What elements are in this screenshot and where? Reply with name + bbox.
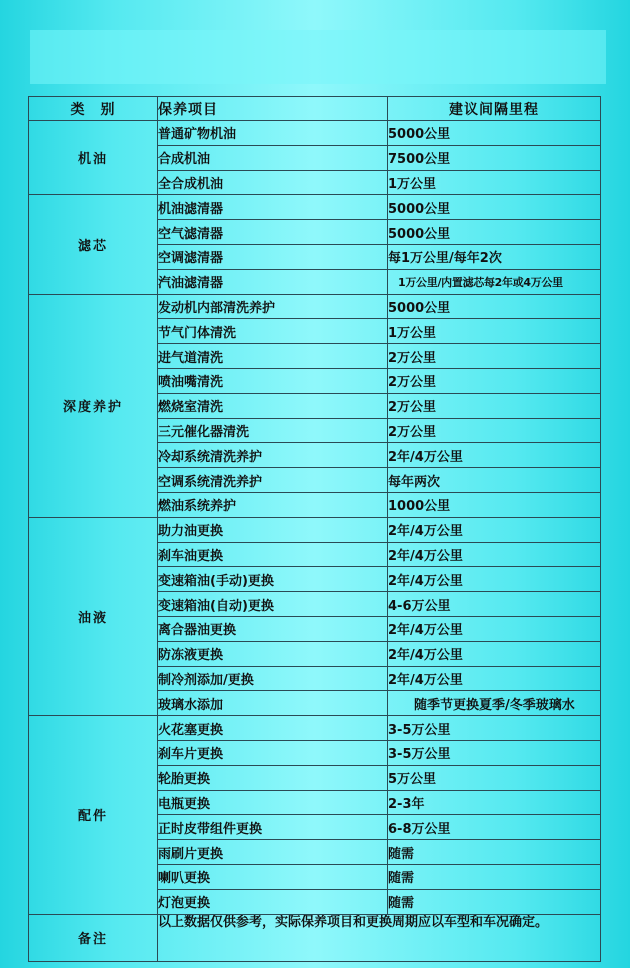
interval-cell: 1万公里 (388, 170, 601, 195)
item-cell: 刹车油更换 (158, 542, 388, 567)
interval-cell: 2年/4万公里 (388, 517, 601, 542)
item-cell: 电瓶更换 (158, 790, 388, 815)
item-cell: 变速箱油(手动)更换 (158, 567, 388, 592)
interval-cell: 2年/4万公里 (388, 666, 601, 691)
interval-cell: 2年/4万公里 (388, 616, 601, 641)
interval-cell: 5000公里 (388, 121, 601, 146)
item-cell: 防冻液更换 (158, 641, 388, 666)
table-row (29, 517, 601, 542)
header-interval: 建议间隔里程 (388, 97, 601, 121)
interval-cell: 2万公里 (388, 368, 601, 393)
table-row (29, 294, 601, 319)
item-cell: 发动机内部清洗养护 (158, 294, 388, 319)
category-cell: 机油 (29, 121, 158, 195)
interval-cell: 6-8万公里 (388, 815, 601, 840)
category-cell: 油液 (29, 517, 158, 715)
item-cell: 刹车片更换 (158, 740, 388, 765)
interval-cell: 每1万公里/每年2次 (388, 244, 601, 269)
note-label: 备注 (29, 914, 158, 961)
interval-cell: 2万公里 (388, 344, 601, 369)
item-cell: 空调系统清洗养护 (158, 468, 388, 493)
header-item: 保养项目 (158, 97, 388, 121)
table-row (29, 195, 601, 220)
category-cell: 滤芯 (29, 195, 158, 294)
interval-cell: 5000公里 (388, 220, 601, 245)
interval-cell: 1万公里/内置滤芯每2年或4万公里 (388, 269, 601, 294)
header-category: 类 别 (29, 97, 158, 121)
item-cell: 灯泡更换 (158, 889, 388, 914)
interval-cell: 7500公里 (388, 145, 601, 170)
interval-cell: 3-5万公里 (388, 740, 601, 765)
interval-cell: 1000公里 (388, 492, 601, 517)
interval-cell: 2-3年 (388, 790, 601, 815)
item-cell: 全合成机油 (158, 170, 388, 195)
interval-cell: 2年/4万公里 (388, 443, 601, 468)
item-cell: 离合器油更换 (158, 616, 388, 641)
category-cell: 配件 (29, 716, 158, 914)
item-cell: 助力油更换 (158, 517, 388, 542)
interval-cell: 2万公里 (388, 418, 601, 443)
header-row (29, 97, 601, 121)
item-cell: 喷油嘴清洗 (158, 368, 388, 393)
interval-cell: 1万公里 (388, 319, 601, 344)
interval-cell: 5000公里 (388, 195, 601, 220)
item-cell: 火花塞更换 (158, 716, 388, 741)
item-cell: 汽油滤清器 (158, 269, 388, 294)
interval-cell: 5万公里 (388, 765, 601, 790)
interval-cell: 2万公里 (388, 393, 601, 418)
item-cell: 雨刷片更换 (158, 840, 388, 865)
table-row (29, 121, 601, 146)
item-cell: 喇叭更换 (158, 864, 388, 889)
interval-cell: 随需 (388, 889, 601, 914)
item-cell: 普通矿物机油 (158, 121, 388, 146)
item-cell: 燃烧室清洗 (158, 393, 388, 418)
item-cell: 变速箱油(自动)更换 (158, 592, 388, 617)
interval-cell: 3-5万公里 (388, 716, 601, 741)
item-cell: 空调滤清器 (158, 244, 388, 269)
interval-cell: 2年/4万公里 (388, 567, 601, 592)
item-cell: 进气道清洗 (158, 344, 388, 369)
item-cell: 轮胎更换 (158, 765, 388, 790)
maintenance-schedule-table (28, 96, 601, 962)
note-row (29, 914, 601, 961)
interval-cell: 随需 (388, 864, 601, 889)
interval-cell: 2年/4万公里 (388, 641, 601, 666)
item-cell: 制冷剂添加/更换 (158, 666, 388, 691)
item-cell: 空气滤清器 (158, 220, 388, 245)
interval-cell: 2年/4万公里 (388, 542, 601, 567)
item-cell: 三元催化器清洗 (158, 418, 388, 443)
interval-cell: 5000公里 (388, 294, 601, 319)
item-cell: 正时皮带组件更换 (158, 815, 388, 840)
interval-cell: 4-6万公里 (388, 592, 601, 617)
item-cell: 燃油系统养护 (158, 492, 388, 517)
table-body (29, 121, 601, 915)
item-cell: 玻璃水添加 (158, 691, 388, 716)
note-text: 以上数据仅供参考，实际保养项目和更换周期应以车型和车况确定。 (158, 914, 601, 961)
category-cell: 深度养护 (29, 294, 158, 517)
table-row (29, 716, 601, 741)
item-cell: 合成机油 (158, 145, 388, 170)
interval-cell: 随需 (388, 840, 601, 865)
interval-cell: 每年两次 (388, 468, 601, 493)
item-cell: 机油滤清器 (158, 195, 388, 220)
item-cell: 节气门体清洗 (158, 319, 388, 344)
header-band (30, 30, 606, 84)
item-cell: 冷却系统清洗养护 (158, 443, 388, 468)
interval-cell: 随季节更换夏季/冬季玻璃水 (388, 691, 601, 716)
